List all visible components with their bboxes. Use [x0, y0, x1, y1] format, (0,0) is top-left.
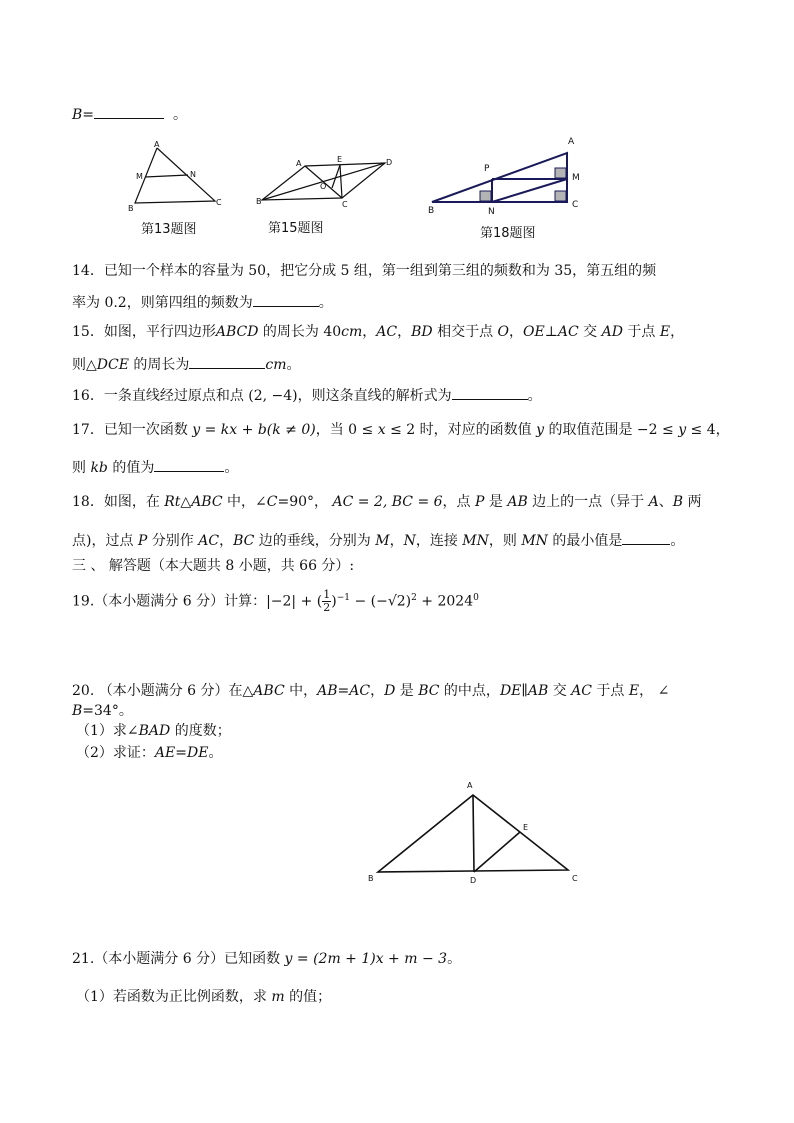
- q19-text: − (−√2): [350, 593, 412, 610]
- q18-var: AB: [507, 494, 528, 510]
- q21-var: m: [271, 989, 285, 1005]
- fig18-diagram: [430, 140, 580, 210]
- fig15-label-a: A: [296, 159, 302, 168]
- q13-prefix: B=: [72, 107, 95, 123]
- q21-text: 的值；: [284, 989, 332, 1005]
- fig18-label-b: B: [428, 206, 435, 216]
- fig20-label-c: C: [572, 874, 578, 883]
- q15-text: ，: [670, 324, 685, 340]
- q15-text: ，: [362, 324, 377, 340]
- q13-tail: [72, 104, 187, 124]
- q15-text: 则△: [72, 357, 97, 373]
- fig15-label-b: B: [256, 197, 262, 206]
- answer-blank[interactable]: [622, 530, 670, 545]
- q18-text: ，点: [442, 494, 475, 510]
- q14-line2: [72, 292, 333, 312]
- q18-var: P: [137, 533, 148, 549]
- q18-text: 是: [484, 494, 508, 510]
- q19-exponent: 0: [473, 593, 479, 603]
- q14-suffix: 。: [318, 295, 333, 311]
- q16-line: [72, 385, 542, 405]
- q18-var: MN: [462, 533, 489, 549]
- q20-var: AE=DE: [154, 745, 209, 761]
- q18-text: 的最小值是: [547, 533, 623, 549]
- q20-var: AB=AC: [317, 683, 371, 699]
- q15-var: AC: [376, 324, 398, 340]
- q16-suffix: 。: [527, 388, 542, 404]
- q15-var: cm: [265, 357, 287, 373]
- q18-text: ，连接: [415, 533, 463, 549]
- q20-line2: [72, 702, 133, 720]
- q20-var: AC: [571, 683, 592, 699]
- q14-text2: 率为 0.2，则第四组的频数为: [72, 295, 253, 311]
- q19-fraction: [322, 589, 331, 614]
- fig13-label-n: N: [190, 170, 196, 179]
- q21-text: 21.（本小题满分 6 分）已知函数: [72, 951, 285, 967]
- q20-var: B: [72, 703, 83, 719]
- q18-text: 、: [658, 494, 673, 510]
- q18-line2: [72, 530, 684, 550]
- q18-var: A: [648, 494, 659, 510]
- q18-var: N: [403, 533, 416, 549]
- q17-var: y: [536, 422, 545, 438]
- fig20-label-d: D: [470, 876, 477, 885]
- q19-text: ): [331, 593, 337, 610]
- fig20-label-a: A: [467, 781, 473, 790]
- q15-text: 相交于点: [432, 324, 498, 340]
- fig15-label-o: O: [320, 182, 327, 191]
- q20-line1: [72, 682, 669, 700]
- q15-text: 于点: [622, 324, 660, 340]
- q15-var: OE⊥AC: [523, 324, 579, 340]
- q21-line1: [72, 950, 461, 968]
- q18-var: MN: [521, 533, 548, 549]
- q15-var: BD: [411, 324, 433, 340]
- section-title: 三 、 解答题（本大题共 8 小题，共 66 分）:: [72, 558, 355, 574]
- fig13-label-b: B: [128, 204, 134, 213]
- section-heading: [72, 557, 354, 575]
- q20-sub2: [76, 744, 222, 762]
- q20-var: E: [628, 683, 640, 699]
- q20-var: ABC: [253, 683, 285, 699]
- answer-blank[interactable]: [154, 457, 224, 472]
- fig18-label-c: C: [572, 200, 579, 210]
- fig20-diagram: [370, 790, 580, 880]
- q19-frac-num: 1: [323, 588, 331, 602]
- fig20-label-b: B: [368, 874, 374, 883]
- q18-text: ，: [219, 533, 234, 549]
- q19-exponent: −1: [336, 593, 350, 603]
- q18-text: ，则: [488, 533, 522, 549]
- answer-blank[interactable]: [94, 104, 164, 119]
- q18-text: ，: [389, 533, 404, 549]
- q18-var: Rt△ABC: [164, 494, 223, 510]
- q15-text: 。: [286, 357, 301, 373]
- q18-text: 18．如图，在: [72, 494, 165, 510]
- q15-line2: [72, 354, 301, 374]
- q17-text: ，当 0 ≤: [315, 422, 378, 438]
- q17-text: 17．已知一次函数: [72, 422, 193, 438]
- q15-line1: [72, 323, 684, 341]
- q18-line1: [72, 493, 702, 511]
- fig13-label-c: C: [216, 198, 222, 207]
- q17-text: ≤ 4，: [686, 422, 730, 438]
- q17-text: 的取值范围是 −2 ≤: [544, 422, 679, 438]
- q20-var: BAD: [138, 723, 171, 739]
- fig15-label-d: D: [386, 158, 393, 167]
- fig18-caption: 第18题图: [480, 226, 536, 241]
- fig15-caption: 第15题图: [268, 221, 324, 236]
- q17-var: x: [377, 422, 386, 438]
- q19-exponent: 2: [411, 593, 417, 603]
- q18-var: C: [266, 494, 278, 510]
- q20-text: ， ∠: [639, 683, 670, 699]
- q19-text: + 2024: [416, 593, 474, 610]
- q15-text: 的周长为 40: [258, 324, 342, 340]
- q16-text: 16．一条直线经过原点和点 (2, −4)，则这条直线的解析式为: [72, 388, 452, 404]
- fig15-label-e: E: [337, 155, 343, 164]
- q20-text: （1）求∠: [76, 723, 139, 739]
- q18-var: AC: [198, 533, 220, 549]
- q18-text: 边的垂线，分别为: [254, 533, 376, 549]
- q17-text: 则: [72, 460, 91, 476]
- q15-var: DCE: [96, 357, 129, 373]
- q18-var: P: [475, 494, 485, 510]
- q19-line: [72, 584, 479, 616]
- q18-text: 点)，过点: [72, 533, 138, 549]
- q15-text: 交: [578, 324, 602, 340]
- q18-text: =90°，: [277, 494, 333, 510]
- q21-text: 。: [447, 951, 462, 967]
- q15-var: AD: [601, 324, 623, 340]
- answer-blank[interactable]: [253, 292, 319, 307]
- q21-text: （1）若函数为正比例函数，求: [76, 989, 272, 1005]
- q20-text: 是: [395, 683, 419, 699]
- q15-text: ，: [397, 324, 412, 340]
- q18-text: 两: [683, 494, 702, 510]
- q17-math: y = kx + b(k ≠ 0): [192, 422, 316, 438]
- q15-var: ABCD: [215, 324, 259, 340]
- q18-var: M: [375, 533, 390, 549]
- q19-frac-den: 2: [323, 601, 331, 615]
- fig18-label-m: M: [572, 173, 580, 183]
- fig13-label-m: M: [136, 172, 143, 181]
- q20-text: 于点: [591, 683, 629, 699]
- q20-text: 的中点，: [439, 683, 500, 699]
- q15-var: cm: [341, 324, 363, 340]
- q15-text: 的周长为: [128, 357, 190, 373]
- q21-math: y = (2m + 1)x + m − 3: [284, 951, 448, 967]
- fig18-label-a: A: [568, 137, 575, 147]
- q15-var: O: [497, 324, 510, 340]
- q20-var: DE∥AB: [499, 683, 549, 699]
- q19-text: 19.（本小题满分 6 分）计算：|−2| + (: [72, 593, 323, 610]
- q15-text: ，: [509, 324, 524, 340]
- fig15-label-c: C: [342, 200, 348, 209]
- q18-var: B: [672, 494, 684, 510]
- q20-text: 的度数；: [170, 723, 231, 739]
- q18-text: 中，∠: [222, 494, 267, 510]
- fig13-label-a: A: [154, 140, 160, 149]
- q17-text: 。: [224, 460, 239, 476]
- q15-text: 15．如图，平行四边形: [72, 324, 216, 340]
- fig20-label-e: E: [523, 823, 529, 832]
- q20-text: （2）求证：: [76, 745, 155, 761]
- answer-blank[interactable]: [452, 385, 528, 400]
- q20-sub1: [76, 722, 231, 740]
- fig18-label-p: P: [484, 164, 490, 174]
- q14-line1: [72, 262, 656, 280]
- q18-math: AC = 2, BC = 6: [332, 494, 443, 510]
- q18-text: 。: [670, 533, 685, 549]
- q20-var: BC: [418, 683, 440, 699]
- q18-var: BC: [233, 533, 255, 549]
- fig18-label-n: N: [488, 207, 495, 217]
- q14-text: 14．已知一个样本的容量为 50，把它分成 5 组，第一组到第三组的频数和为 35，第五组的频: [72, 263, 657, 279]
- q20-text: 。: [208, 745, 223, 761]
- q15-var: E: [659, 324, 671, 340]
- q17-var: y: [678, 422, 687, 438]
- fig13-caption: 第13题图: [141, 222, 197, 237]
- q21-sub1: [76, 988, 331, 1006]
- q17-text: ≤ 2 时，对应的函数值: [385, 422, 537, 438]
- q20-var: D: [384, 683, 396, 699]
- q20-text: 交: [548, 683, 572, 699]
- q20-text: ，: [370, 683, 385, 699]
- q17-var: kb: [90, 460, 108, 476]
- q18-text: 边上的一点（异于: [527, 494, 649, 510]
- q20-text: =34°。: [82, 703, 133, 719]
- q17-text: 的值为: [107, 460, 155, 476]
- q20-text: 中，: [284, 683, 318, 699]
- answer-blank[interactable]: [189, 354, 265, 369]
- q18-text: 分别作: [147, 533, 199, 549]
- q20-text: 20. （本小题满分 6 分）在△: [72, 683, 254, 699]
- q13-suffix: 。: [172, 107, 187, 123]
- q17-line1: [72, 421, 730, 439]
- q17-line2: [72, 457, 238, 477]
